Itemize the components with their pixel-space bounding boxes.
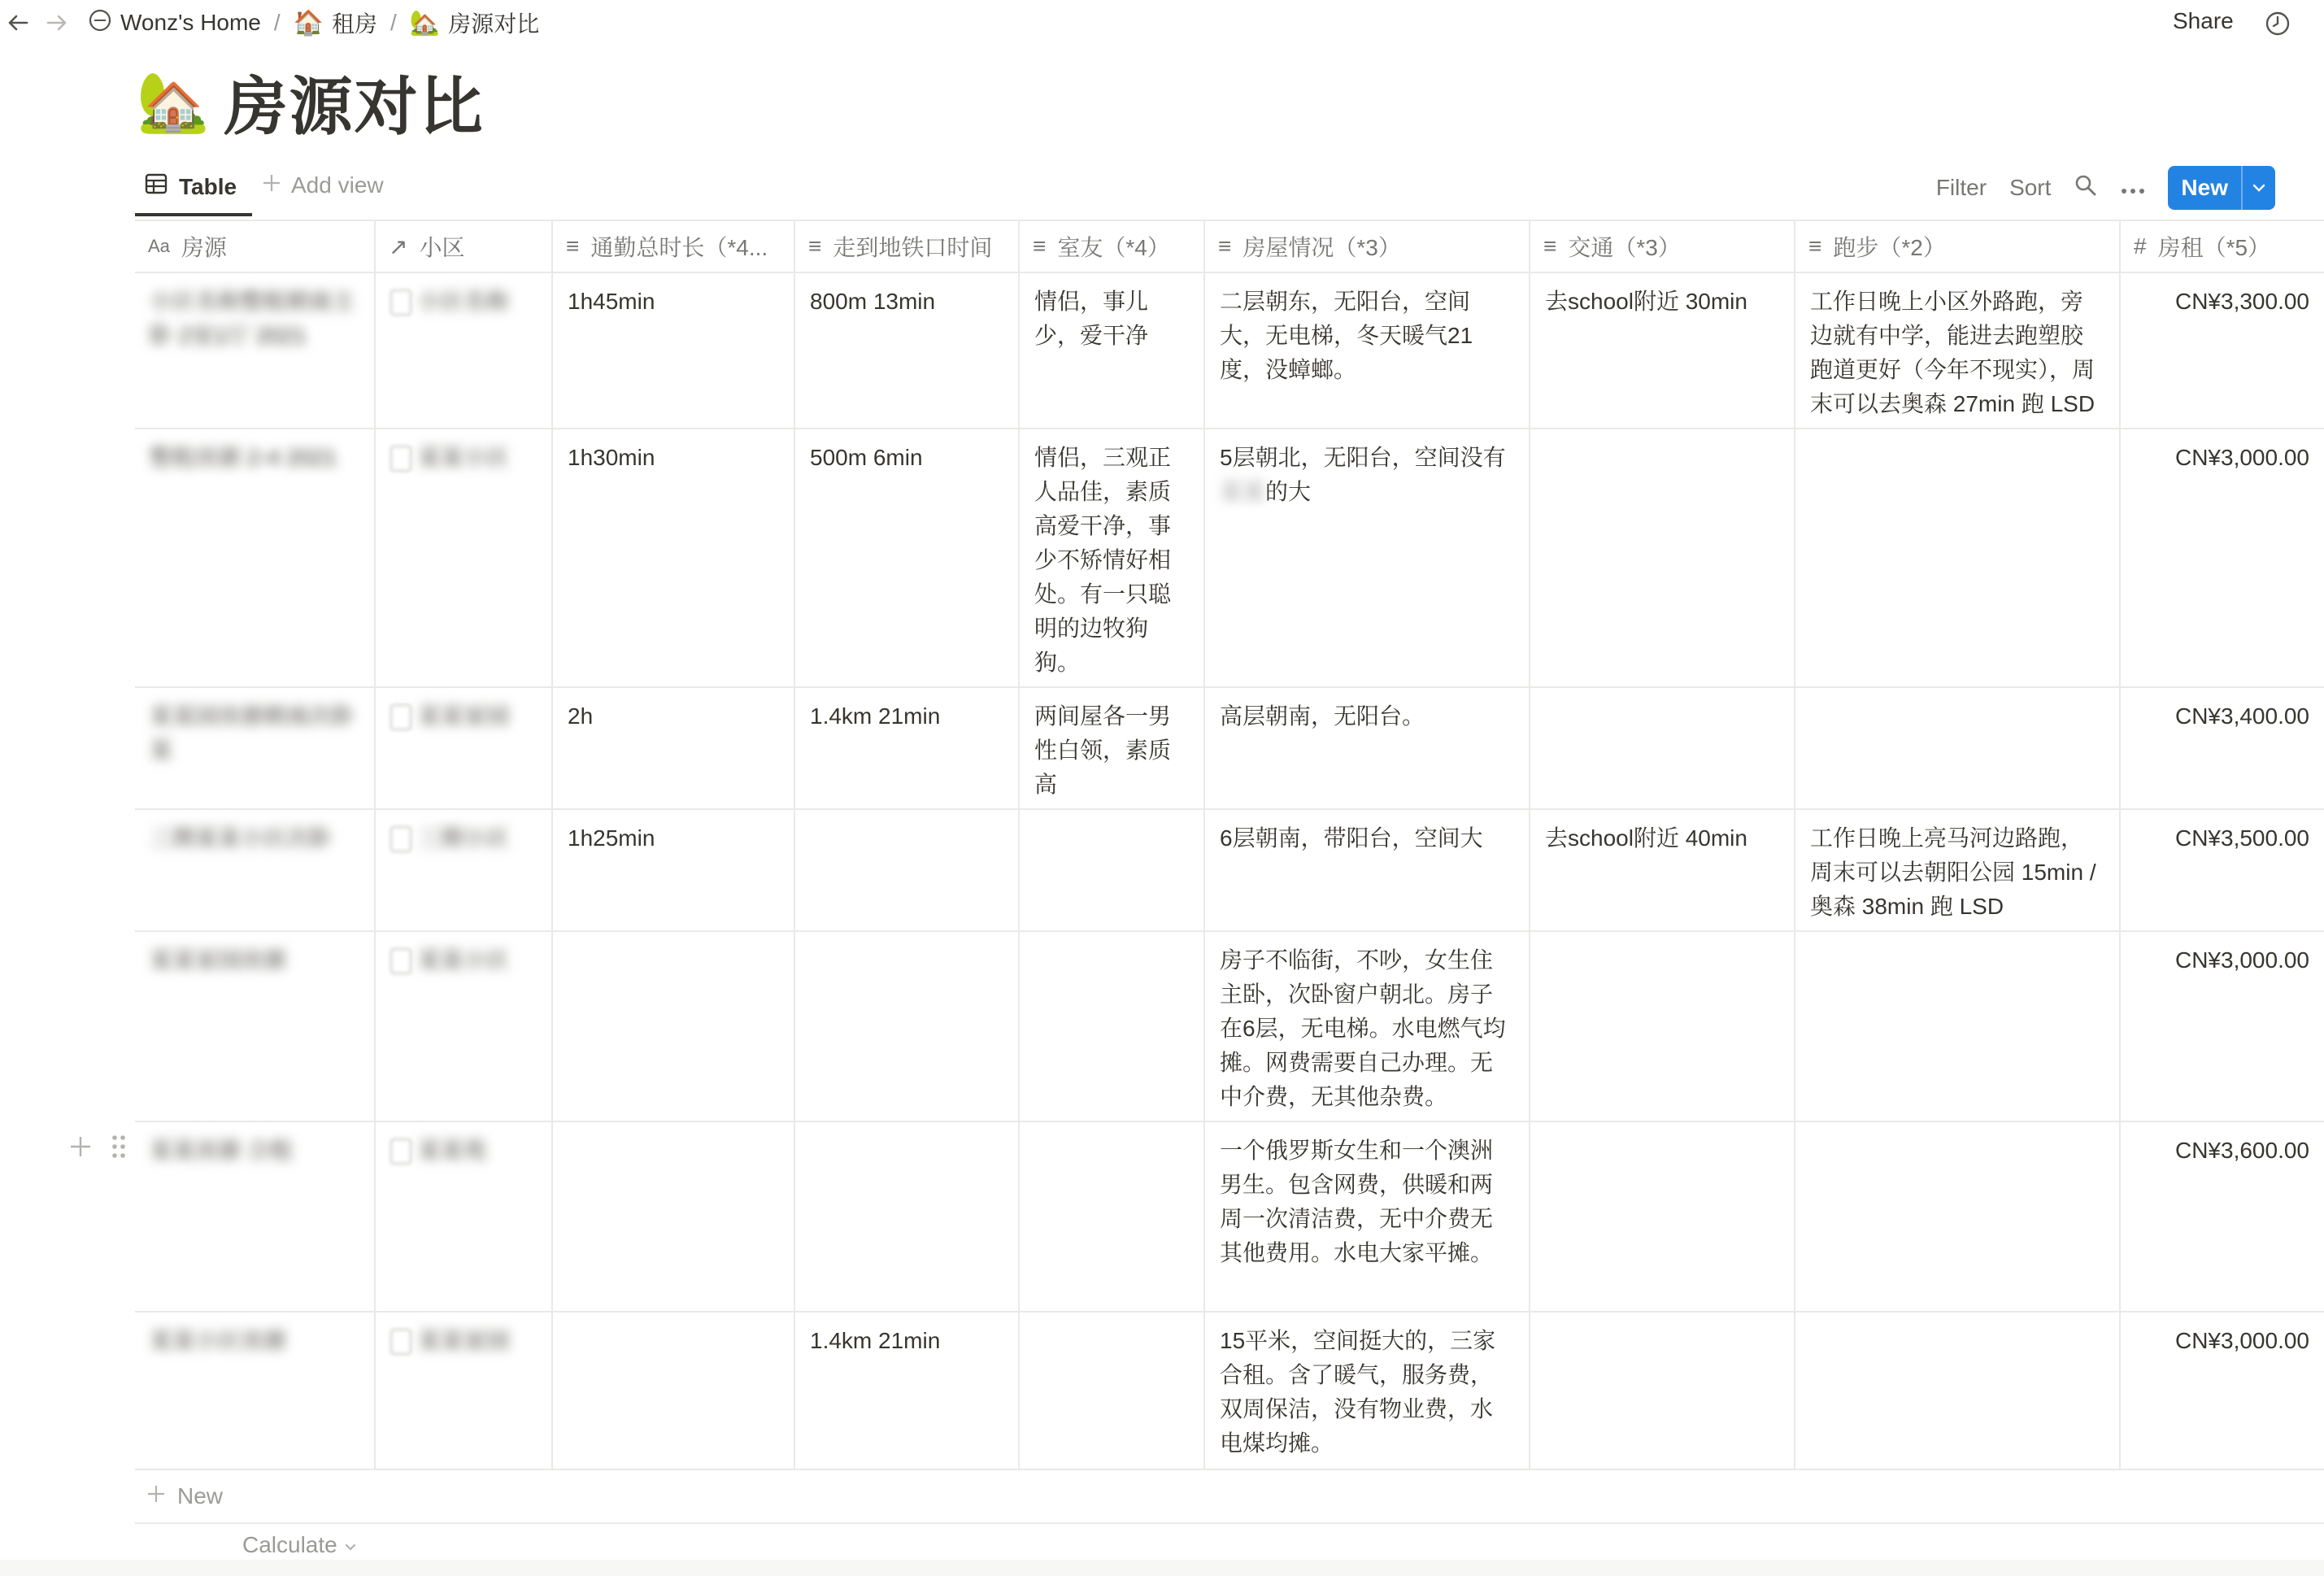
cell-name[interactable] bbox=[135, 932, 376, 1121]
breadcrumb-item-rent[interactable] bbox=[294, 7, 377, 39]
breadcrumb-label: 租房 bbox=[332, 11, 378, 37]
cell-condition[interactable]: 6层朝南，带阳台，空间大 bbox=[1205, 810, 1530, 930]
cell-subway[interactable]: 1.4km 21min bbox=[795, 688, 1020, 808]
column-label: 房源 bbox=[181, 235, 227, 260]
cell-community[interactable] bbox=[376, 273, 553, 428]
tab-table[interactable] bbox=[145, 172, 237, 201]
blurred-listing-name: 某某房源 合租 bbox=[150, 1138, 293, 1163]
cell-community[interactable] bbox=[376, 688, 553, 808]
blurred-community: 三期小区 bbox=[418, 825, 510, 851]
text-property-icon: ≡ bbox=[566, 233, 580, 259]
cell-condition[interactable] bbox=[1205, 429, 1530, 686]
cell-condition[interactable]: 一个俄罗斯女生和一个澳洲男生。包含网费，供暖和两周一次清洁费，无中介费无其他费用。水电大家平摊。 bbox=[1205, 1122, 1530, 1311]
cell-running[interactable]: 工作日晚上亮马河边路跑，周末可以去朝阳公园 15min /奥森 38min 跑 LSD bbox=[1795, 810, 2121, 930]
cell-transport[interactable] bbox=[1530, 429, 1795, 686]
cell-roommates[interactable] bbox=[1020, 932, 1205, 1121]
cell-roommates[interactable] bbox=[1020, 1122, 1205, 1311]
cell-subway[interactable] bbox=[795, 810, 1020, 930]
cell-community[interactable] bbox=[376, 810, 553, 930]
breadcrumb-separator: / bbox=[390, 10, 397, 35]
blurred-community: 某某小区 bbox=[418, 947, 510, 973]
cell-running[interactable] bbox=[1795, 932, 2121, 1121]
cell-subway[interactable]: 1.4km 21min bbox=[795, 1313, 1020, 1469]
cell-roommates[interactable]: 情侣，三观正人品佳，素质高爱干净，事少不矫情好相处。有一只聪明的边牧狗狗。 bbox=[1020, 429, 1205, 686]
cell-commute[interactable] bbox=[553, 1313, 795, 1469]
cell-community[interactable] bbox=[376, 429, 553, 686]
cell-transport[interactable] bbox=[1530, 1313, 1795, 1469]
cell-transport[interactable]: 去school附近 30min bbox=[1530, 273, 1795, 428]
filter-button[interactable]: Filter bbox=[1935, 175, 1987, 200]
condition-text: 5层朝北，无阳台，空间没有 bbox=[1220, 445, 1506, 470]
blurred-community: 某某小区 bbox=[418, 445, 510, 470]
page-title-text[interactable]: 房源对比 bbox=[224, 71, 485, 142]
cell-subway[interactable]: 500m 6min bbox=[795, 429, 1020, 686]
page-icon bbox=[390, 1138, 411, 1165]
topbar bbox=[0, 0, 2324, 46]
cell-running[interactable] bbox=[1795, 429, 2121, 686]
column-header-name[interactable] bbox=[135, 221, 376, 272]
breadcrumb bbox=[88, 0, 539, 46]
cell-roommates[interactable] bbox=[1020, 810, 1205, 930]
text-property-icon: ≡ bbox=[1218, 233, 1232, 259]
view-bar bbox=[135, 163, 2324, 220]
back-arrow-icon[interactable] bbox=[3, 8, 33, 37]
cell-condition[interactable]: 二层朝东，无阳台，空间大，无电梯，冬天暖气21度，没蟑螂。 bbox=[1205, 273, 1530, 428]
column-header-community[interactable] bbox=[376, 221, 553, 272]
bottom-strip bbox=[0, 1560, 2324, 1576]
cell-running[interactable] bbox=[1795, 1122, 2121, 1311]
cell-commute[interactable]: 1h45min bbox=[553, 273, 795, 428]
cell-roommates[interactable]: 情侣，事儿少，爱干净 bbox=[1020, 273, 1205, 428]
more-options-icon[interactable] bbox=[2121, 175, 2145, 201]
table-row[interactable] bbox=[135, 810, 2324, 932]
page-icon[interactable]: 🏡 bbox=[137, 69, 210, 135]
add-view-label: Add view bbox=[291, 172, 384, 198]
active-tab-indicator bbox=[135, 213, 252, 216]
blurred-community: 某某苑 bbox=[418, 1138, 487, 1163]
column-label: 房租（*5） bbox=[2157, 235, 2271, 260]
blurred-community: 小区名称 bbox=[418, 289, 510, 314]
column-header-commute[interactable] bbox=[553, 221, 795, 272]
house-garden-icon: 🏡 bbox=[409, 9, 441, 37]
blurred-listing-name: 某某小区房源 bbox=[150, 1328, 287, 1353]
cell-commute[interactable]: 2h bbox=[553, 688, 795, 808]
workspace-icon bbox=[88, 8, 112, 38]
column-header-running[interactable] bbox=[1795, 221, 2121, 272]
cell-community[interactable] bbox=[376, 1122, 553, 1311]
cell-commute[interactable]: 1h25min bbox=[553, 810, 795, 930]
updates-clock-icon[interactable] bbox=[2264, 10, 2291, 37]
new-button-label: New bbox=[2181, 175, 2228, 200]
text-property-icon: ≡ bbox=[1033, 233, 1047, 259]
cell-name[interactable] bbox=[135, 810, 376, 930]
cell-rent[interactable]: CN¥3,400.00 bbox=[2174, 703, 2309, 729]
new-row-button[interactable] bbox=[135, 1470, 2324, 1524]
chevron-down-icon bbox=[344, 1532, 357, 1558]
cell-commute[interactable] bbox=[553, 1122, 795, 1311]
column-header-subway[interactable] bbox=[795, 221, 1020, 272]
drag-handle-icon[interactable] bbox=[111, 1134, 127, 1164]
cell-commute[interactable]: 1h30min bbox=[553, 429, 795, 686]
cell-rent[interactable]: CN¥3,500.00 bbox=[2174, 825, 2309, 851]
calculate-button[interactable] bbox=[242, 1532, 357, 1558]
blurred-listing-name: 小区名称整租朝南主卧 2室1厅 2021 bbox=[150, 289, 355, 348]
table-header bbox=[135, 220, 2324, 273]
column-header-rent[interactable] bbox=[2121, 221, 2324, 272]
breadcrumb-item-home[interactable] bbox=[88, 8, 261, 38]
blurred-listing-name: 三期某某小区次卧 bbox=[150, 825, 333, 851]
cell-name[interactable] bbox=[135, 1313, 376, 1469]
page-icon bbox=[390, 446, 411, 472]
cell-community[interactable] bbox=[376, 1313, 553, 1469]
column-label: 走到地铁口时间 bbox=[833, 235, 993, 260]
tab-table-label: Table bbox=[179, 173, 237, 199]
blurred-community: 某某家园 bbox=[418, 1328, 510, 1353]
cell-subway[interactable] bbox=[795, 1122, 1020, 1311]
breadcrumb-item-compare[interactable] bbox=[410, 7, 539, 39]
column-header-roommates[interactable] bbox=[1020, 221, 1205, 272]
cell-name[interactable] bbox=[135, 1122, 376, 1311]
plus-icon bbox=[146, 1483, 166, 1509]
cell-transport[interactable] bbox=[1530, 932, 1795, 1121]
cell-condition[interactable]: 高层朝南，无阳台。 bbox=[1205, 688, 1530, 808]
blurred-listing-name: 整租房源 2-4 2021 bbox=[150, 445, 337, 470]
breadcrumb-label: Wonz's Home bbox=[120, 10, 261, 35]
text-property-icon: ≡ bbox=[1808, 233, 1822, 259]
chevron-down-icon[interactable] bbox=[2241, 166, 2275, 210]
page-icon bbox=[390, 826, 411, 852]
table-row[interactable] bbox=[135, 1122, 2324, 1313]
new-row-label: New bbox=[177, 1483, 224, 1509]
table-icon bbox=[145, 172, 168, 201]
cell-transport[interactable] bbox=[1530, 1122, 1795, 1311]
table-row[interactable] bbox=[135, 273, 2324, 429]
cell-subway[interactable]: 800m 13min bbox=[795, 273, 1020, 428]
cell-rent[interactable]: CN¥3,300.00 bbox=[2174, 289, 2309, 314]
column-label: 室友（*4） bbox=[1057, 235, 1170, 260]
cell-subway[interactable] bbox=[795, 932, 1020, 1121]
number-property-icon: # bbox=[2134, 233, 2147, 259]
title-property-icon: Aa bbox=[148, 236, 170, 256]
blurred-listing-name: 某某园房源朝南次卧 某 bbox=[150, 703, 355, 763]
text-property-icon: ≡ bbox=[1543, 233, 1557, 259]
cell-rent[interactable]: CN¥3,000.00 bbox=[2174, 1328, 2309, 1353]
blurred-listing-name: 某某家园房源 bbox=[150, 947, 287, 973]
row-handles bbox=[68, 1134, 127, 1164]
column-header-transport[interactable] bbox=[1530, 221, 1795, 272]
cell-condition[interactable]: 15平米，空间挺大的，三家合租。含了暖气，服务费，双周保洁，没有物业费，水电煤均摊。 bbox=[1205, 1313, 1530, 1469]
column-label: 小区 bbox=[419, 235, 465, 260]
cell-name[interactable] bbox=[135, 688, 376, 808]
cell-running[interactable] bbox=[1795, 1313, 2121, 1469]
table-row[interactable] bbox=[135, 688, 2324, 810]
sort-button[interactable]: Sort bbox=[2009, 175, 2052, 200]
cell-transport[interactable]: 去school附近 40min bbox=[1530, 810, 1795, 930]
house-icon: 🏠 bbox=[293, 9, 324, 37]
relation-arrow-icon: ↗ bbox=[389, 233, 408, 259]
condition-text: 的大 bbox=[1265, 479, 1312, 504]
page-icon bbox=[390, 948, 411, 974]
blurred-text: 某某 bbox=[1220, 479, 1266, 504]
view-toolbar bbox=[1936, 166, 2275, 210]
cell-community[interactable] bbox=[376, 932, 553, 1121]
blurred-community: 某某家园 bbox=[418, 703, 510, 729]
cell-rent[interactable]: CN¥3,000.00 bbox=[2174, 445, 2309, 470]
column-label: 跑步（*2） bbox=[1833, 235, 1946, 260]
cell-rent[interactable]: CN¥3,000.00 bbox=[2174, 947, 2309, 973]
cell-running[interactable]: 工作日晚上小区外路跑，旁边就有中学，能进去跑塑胶跑道更好（今年不现实），周末可以去奥森 27min 跑 LSD bbox=[1795, 273, 2121, 428]
add-view-button[interactable] bbox=[262, 172, 384, 198]
table-row[interactable] bbox=[135, 1313, 2324, 1470]
page-icon bbox=[390, 1329, 411, 1355]
page-icon bbox=[390, 290, 411, 316]
column-label: 房屋情况（*3） bbox=[1243, 235, 1401, 260]
add-row-plus-icon[interactable] bbox=[68, 1134, 93, 1163]
table-row[interactable] bbox=[135, 932, 2324, 1122]
search-icon[interactable] bbox=[2074, 173, 2098, 203]
database-table bbox=[135, 220, 2324, 1470]
cell-transport[interactable] bbox=[1530, 688, 1795, 808]
cell-rent[interactable]: CN¥3,600.00 bbox=[2174, 1138, 2309, 1163]
cell-roommates[interactable]: 两间屋各一男性白领，素质高 bbox=[1020, 688, 1205, 808]
text-property-icon: ≡ bbox=[808, 233, 822, 259]
cell-condition[interactable]: 房子不临街，不吵，女生住主卧，次卧窗户朝北。房子在6层，无电梯。水电燃气均摊。网费需要自己办理。无中介费，无其他杂费。 bbox=[1205, 932, 1530, 1121]
cell-commute[interactable] bbox=[553, 932, 795, 1121]
cell-name[interactable] bbox=[135, 273, 376, 428]
forward-arrow-icon[interactable] bbox=[42, 8, 72, 37]
new-button[interactable] bbox=[2168, 166, 2275, 210]
cell-name[interactable] bbox=[135, 429, 376, 686]
cell-running[interactable] bbox=[1795, 688, 2121, 808]
plus-icon bbox=[262, 172, 281, 198]
column-label: 交通（*3） bbox=[1568, 235, 1681, 260]
column-label: 通勤总时长（*4... bbox=[590, 235, 768, 260]
share-button[interactable]: Share bbox=[2173, 8, 2234, 33]
breadcrumb-label: 房源对比 bbox=[448, 11, 540, 37]
cell-roommates[interactable] bbox=[1020, 1313, 1205, 1469]
breadcrumb-separator: / bbox=[273, 10, 281, 35]
table-row[interactable] bbox=[135, 429, 2324, 688]
calculate-label: Calculate bbox=[242, 1532, 337, 1557]
page-title bbox=[137, 57, 485, 146]
page-icon bbox=[390, 704, 411, 730]
column-header-condition[interactable] bbox=[1205, 221, 1530, 272]
